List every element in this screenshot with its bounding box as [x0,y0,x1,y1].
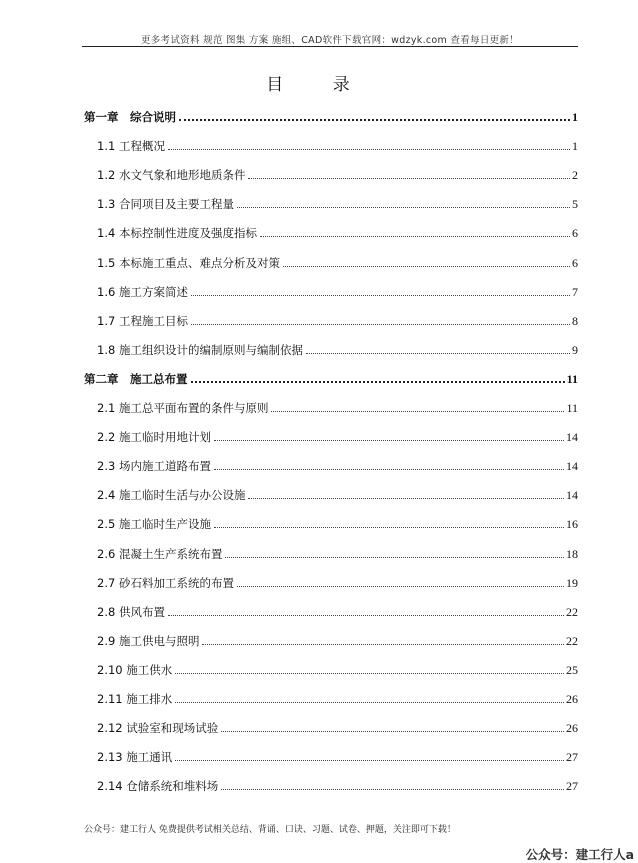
dot-leader [202,644,564,645]
toc-entry-page: 1 [572,139,578,154]
toc-entry-page: 14 [566,430,578,445]
toc-entry-page: 22 [566,633,578,648]
toc-entry[interactable] [84,369,578,387]
toc-entry-page: 25 [566,662,578,677]
dot-leader [237,207,570,208]
dot-leader [214,469,564,470]
dot-leader [168,615,564,616]
toc-entry-label: 2.2 施工临时用地计划 [97,430,211,445]
toc-entry[interactable] [97,194,578,212]
toc-entry-label: 2.13 施工通讯 [97,750,173,765]
dot-leader [221,789,564,790]
dot-leader [221,731,564,732]
toc-entry[interactable] [97,223,578,241]
toc-entry-page: 1 [572,110,578,124]
toc-entry[interactable] [97,456,578,474]
toc-entry[interactable] [97,573,578,591]
toc-entry-page: 19 [566,575,578,590]
toc-entry-label: 2.14 仓储系统和堆料场 [97,779,219,794]
page-footer: 公众号：建工行人 免费提供考试相关总结、背诵、口诀、习题、试卷、押题，关注即可下载！ [84,825,456,835]
dot-leader [191,324,570,325]
dot-leader [283,266,570,267]
toc-entry[interactable] [97,253,578,271]
dot-leader [179,119,570,121]
dot-leader [214,527,564,528]
toc-entry-label: 1.6 施工方案简述 [97,284,188,299]
toc-entry[interactable] [97,718,578,736]
toc-entry-page: 16 [566,517,578,532]
toc-entry-label: 第二章 施工总布置 [84,371,188,386]
dot-leader [306,353,570,354]
toc-entry[interactable] [97,631,578,649]
toc-entry[interactable] [97,544,578,562]
toc-entry[interactable] [97,485,578,503]
toc-entry-label: 1.8 施工组织设计的编制原则与编制依据 [97,342,303,357]
toc-entry-page: 8 [572,313,578,328]
dot-leader [175,702,564,703]
toc-entry-label: 1.5 本标施工重点、难点分析及对策 [97,255,280,270]
toc-entry-page: 27 [566,779,578,794]
dot-leader [191,381,565,383]
toc-entry-label: 2.11 施工排水 [97,692,173,706]
toc-entry[interactable] [97,689,578,707]
toc-entry-label: 2.6 混凝土生产系统布置 [97,546,223,561]
toc-entry-page: 11 [566,401,578,415]
toc-entry-label: 第一章 综合说明 [84,110,176,124]
toc-entry-label: 2.1 施工总平面布置的条件与原则 [97,401,269,415]
toc-entry[interactable] [97,282,578,300]
dot-leader [175,760,564,761]
dot-leader [260,236,570,237]
toc-title: 目 录 [266,75,372,95]
toc-entry-label: 1.4 本标控制性进度及强度指标 [97,226,257,241]
toc-entry-label: 2.7 砂石料加工系统的布置 [97,575,234,590]
toc-entry-page: 26 [566,721,578,736]
toc-entry-page: 5 [572,197,578,212]
toc-entry[interactable] [97,427,578,445]
toc-entry-page: 9 [572,342,578,357]
toc-entry-page: 2 [572,168,578,183]
toc-entry[interactable] [97,165,578,183]
toc-entry-page: 6 [572,255,578,270]
toc-entry-page: 14 [566,488,578,503]
toc-entry[interactable] [97,136,578,154]
toc-entry[interactable] [97,660,578,678]
dot-leader [248,498,564,499]
toc-entry[interactable] [84,107,578,125]
toc-entry-page: 7 [572,284,578,299]
toc-entry-label: 2.8 供风布置 [97,604,165,619]
dot-leader [191,295,570,296]
toc-entry[interactable] [97,514,578,532]
header-divider [82,46,578,47]
dot-leader [271,411,564,412]
toc-entry-label: 2.10 施工供水 [97,662,173,677]
dot-leader [225,557,564,558]
page-header: 更多考试资料 规范 图集 方案 施组、CAD软件下载官网：wdzyk.com 查看每日更新！ [140,35,520,46]
toc-entry-page: 18 [566,546,578,561]
toc-entry-page: 11 [566,371,578,386]
toc-entry-page: 6 [572,226,578,241]
toc-entry-page: 14 [566,459,578,474]
toc-entry[interactable] [97,311,578,329]
dot-leader [168,149,570,150]
toc-entry-label: 1.2 水文气象和地形地质条件 [97,168,246,183]
toc-entry-page: 27 [566,750,578,765]
toc-entry-label: 2.12 试验室和现场试验 [97,721,219,736]
dot-leader [175,673,564,674]
toc-entry-label: 1.1 工程概况 [97,139,165,154]
toc-entry[interactable] [97,747,578,765]
dot-leader [248,178,570,179]
toc-entry-label: 1.7 工程施工目标 [97,313,188,328]
toc-entry-label: 1.3 合同项目及主要工程量 [97,197,234,212]
toc-entry-label: 2.9 施工供电与照明 [97,633,200,648]
toc-entry[interactable] [97,340,578,358]
toc-entry-page: 22 [566,604,578,619]
toc-entry-page: 26 [566,692,578,706]
watermark: 公众号：建工行人a [525,847,634,862]
toc-entry[interactable] [97,776,578,794]
toc-entry-label: 2.5 施工临时生产设施 [97,517,211,532]
toc-entry-label: 2.4 施工临时生活与办公设施 [97,488,246,503]
dot-leader [237,586,564,587]
toc-entry[interactable] [97,398,578,416]
toc-entry-label: 2.3 场内施工道路布置 [97,459,211,474]
dot-leader [214,440,564,441]
toc-entry[interactable] [97,602,578,620]
